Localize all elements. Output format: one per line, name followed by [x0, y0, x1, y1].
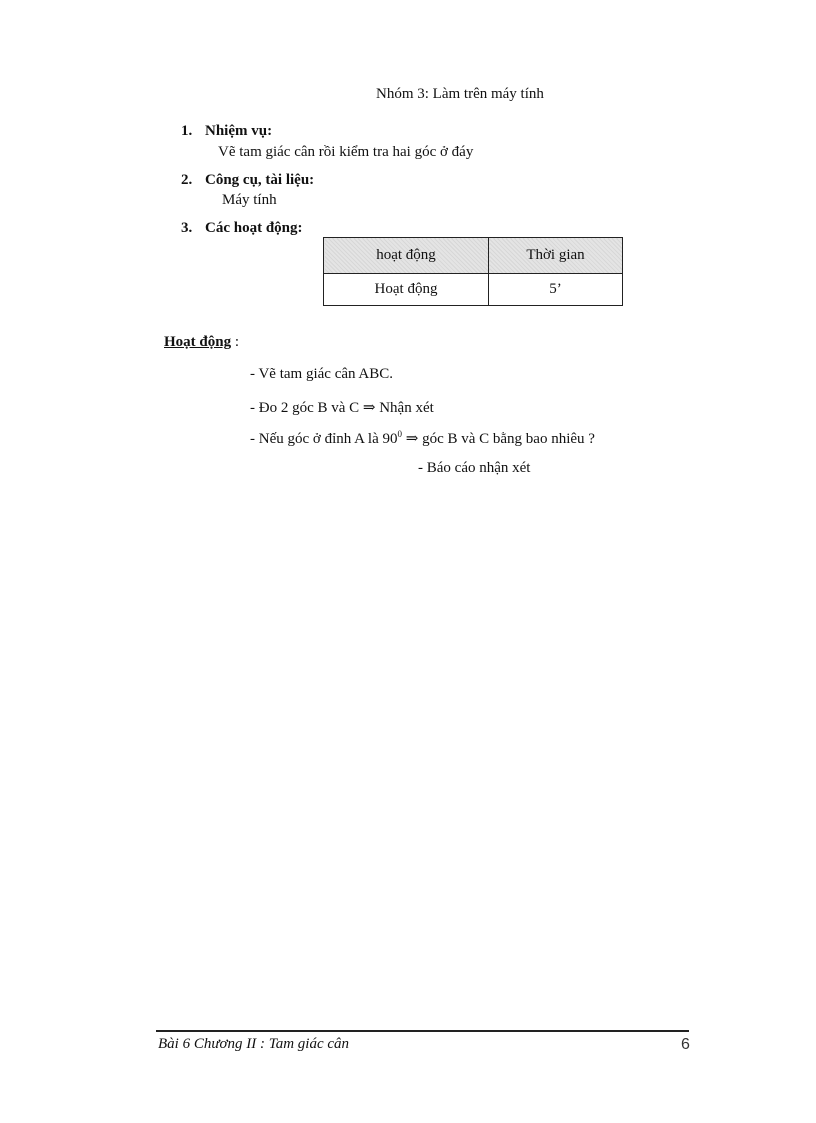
activity-heading-label: Hoạt động: [164, 334, 232, 350]
activity-item-3-rest: ⇒ góc B và C bằng bao nhiêu ?: [402, 431, 595, 447]
activity-item-2: - Đo 2 góc B và C ⇒ Nhận xét: [250, 400, 434, 416]
table-row: [324, 274, 623, 306]
section-1-heading: Nhiệm vụ:: [205, 123, 273, 139]
section-1-number: 1.: [181, 123, 193, 139]
activity-report: - Báo cáo nhận xét: [418, 460, 531, 476]
activities-table: [323, 237, 623, 306]
activity-heading: [164, 334, 239, 351]
activity-item-1: - Vẽ tam giác cân ABC.: [250, 366, 394, 382]
section-2-heading: Công cụ, tài liệu:: [205, 172, 315, 188]
table-cell-activity: Hoạt động: [324, 274, 489, 306]
section-2-body: Máy tính: [222, 192, 277, 208]
activity-item-3: [250, 429, 595, 448]
section-2-number: 2.: [181, 172, 193, 188]
table-header-row: [324, 238, 623, 274]
section-1-body: Vẽ tam giác cân rồi kiểm tra hai góc ở đáy: [218, 144, 474, 160]
footer-divider: [156, 1030, 689, 1032]
page-number: 6: [681, 1036, 690, 1053]
footer-title: Bài 6 Chương II : Tam giác cân: [158, 1036, 350, 1052]
table-header-activity: hoạt động: [324, 238, 489, 274]
page-title: Nhóm 3: Làm trên máy tính: [376, 86, 544, 102]
table-header-time: Thời gian: [489, 238, 623, 274]
table-cell-time: 5’: [489, 274, 623, 306]
degree-superscript: 0: [397, 429, 402, 439]
section-3-heading: Các hoạt động:: [205, 220, 303, 236]
activity-item-3-text: - Nếu góc ở đỉnh A là 90: [250, 431, 398, 447]
activity-heading-colon: :: [234, 334, 240, 350]
section-3-number: 3.: [181, 220, 193, 236]
